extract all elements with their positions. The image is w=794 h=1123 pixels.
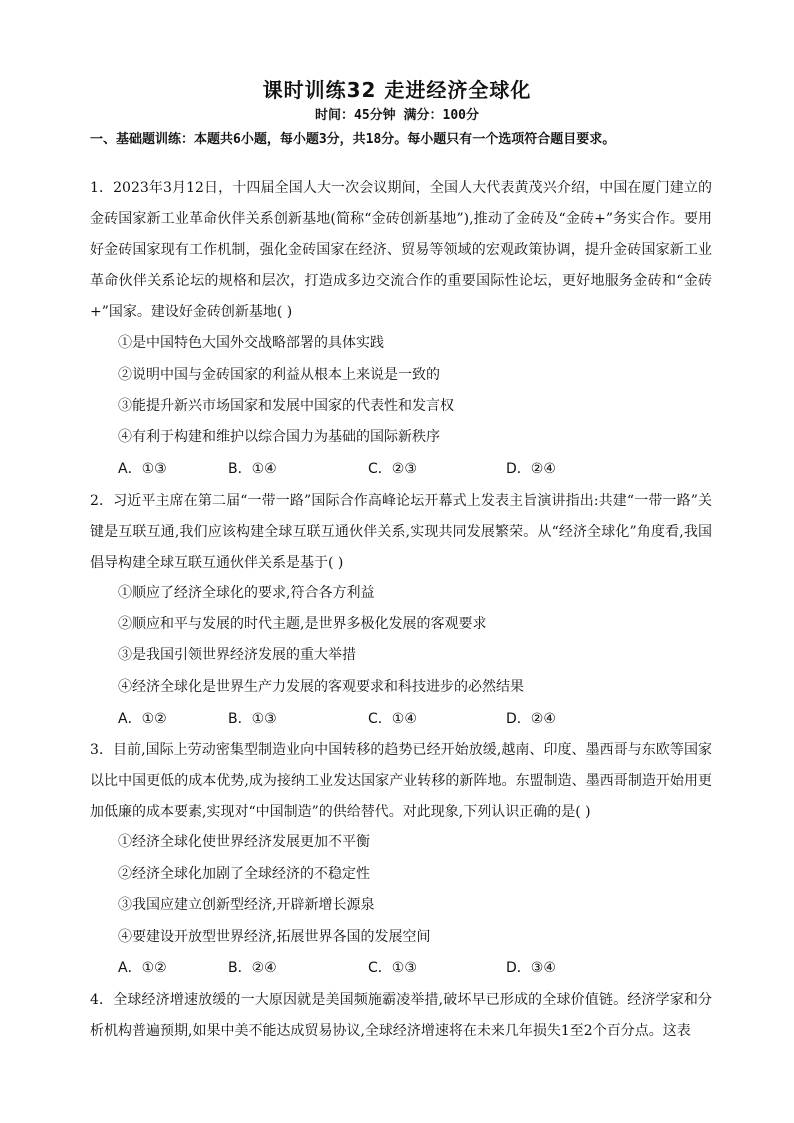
choice-c: C．②③ [368, 461, 417, 477]
choice-a: A．①③ [118, 461, 167, 477]
question-2-option-4: ④经济全球化是世界生产力发展的客观要求和科技进步的必然结果 [118, 679, 524, 695]
question-2-option-2: ②顺应和平与发展的时代主题,是世界多极化发展的客观要求 [118, 616, 487, 632]
question-3-choices [118, 957, 678, 979]
question-1-option-2: ②说明中国与金砖国家的利益从根本上来说是一致的 [118, 367, 440, 383]
question-1-option-3: ③能提升新兴市场国家和发展中国家的代表性和发言权 [118, 398, 454, 414]
exam-info: 时间：45分钟 满分：100分 [315, 108, 479, 123]
question-3-option-2: ②经济全球化加剧了全球经济的不稳定性 [118, 866, 370, 882]
choice-c: C．①④ [368, 711, 417, 727]
choice-d: D．②④ [506, 711, 556, 727]
page-title: 课时训练32 走进经济全球化 [262, 78, 532, 102]
question-3-stem: 3．目前,国际上劳动密集型制造业向中国转移的趋势已经开始放缓,越南、印度、墨西哥与东欧等国家以比中国更低的成本优势,成为接纳工业发达国家产业转移的新阵地。东盟制造、墨西哥制造开始用更加低廉的成本要素,实现对“中国制造”的供给替代。对此现象,下列认识正确的是( ) [90, 742, 712, 820]
choice-b: B．①④ [228, 461, 277, 477]
question-1-option-1: ①是中国特色大国外交战略部署的具体实践 [118, 335, 384, 351]
question-1-choices [118, 458, 678, 480]
question-3-option-4: ④要建设开放型世界经济,拓展世界各国的发展空间 [118, 929, 431, 945]
choice-c: C．①③ [368, 960, 417, 976]
question-2-option-3: ③是我国引领世界经济发展的重大举措 [118, 647, 356, 663]
choice-a: A．①② [118, 711, 167, 727]
question-1-option-4: ④有利于构建和维护以综合国力为基础的国际新秩序 [118, 429, 440, 445]
question-3-option-3: ③我国应建立创新型经济,开辟新增长源泉 [118, 897, 375, 913]
question-2-stem: 2．习近平主席在第二届“一带一路”国际合作高峰论坛开幕式上发表主旨演讲指出:共建“一带一路”关键是互联互通,我们应该构建全球互联互通伙伴关系,实现共同发展繁荣。从“经济全球化”角度看,我国倡导构建全球互联互通伙伴关系是基于( ) [90, 493, 712, 571]
choice-d: D．③④ [506, 960, 556, 976]
question-3-option-1: ①经济全球化使世界经济发展更加不平衡 [118, 834, 370, 850]
section-heading: 一、基础题训练：本题共6小题，每小题3分，共18分。每小题只有一个选项符合题目要求。 [90, 132, 616, 147]
choice-b: B．②④ [228, 960, 277, 976]
question-1-stem: 1．2023年3月12日，十四届全国人大一次会议期间，全国人大代表黄茂兴介绍，中国在厦门建立的金砖国家新工业革命伙伴关系创新基地(简称“金砖创新基地”),推动了金砖及“金砖+”务实合作。要用好金砖国家现有工作机制，强化金砖国家在经济、贸易等领域的宏观政策协调，提升金砖国家新工业革命伙伴关系论坛的规格和层次，打造成多边交流合作的重要国际性论坛，更好地服务金砖和“金砖+”国家。建设好金砖创新基地( ) [90, 180, 712, 320]
question-2-choices [118, 708, 678, 730]
question-4-stem: 4．全球经济增速放缓的一大原因就是美国频施霸凌举措,破坏早已形成的全球价值链。经济学家和分析机构普遍预期,如果中美不能达成贸易协议,全球经济增速将在未来几年损失1至2个百分点。这表 [90, 992, 712, 1039]
question-2-option-1: ①顺应了经济全球化的要求,符合各方利益 [118, 585, 375, 601]
choice-b: B．①③ [228, 711, 277, 727]
choice-d: D．②④ [506, 461, 556, 477]
choice-a: A．①② [118, 960, 167, 976]
